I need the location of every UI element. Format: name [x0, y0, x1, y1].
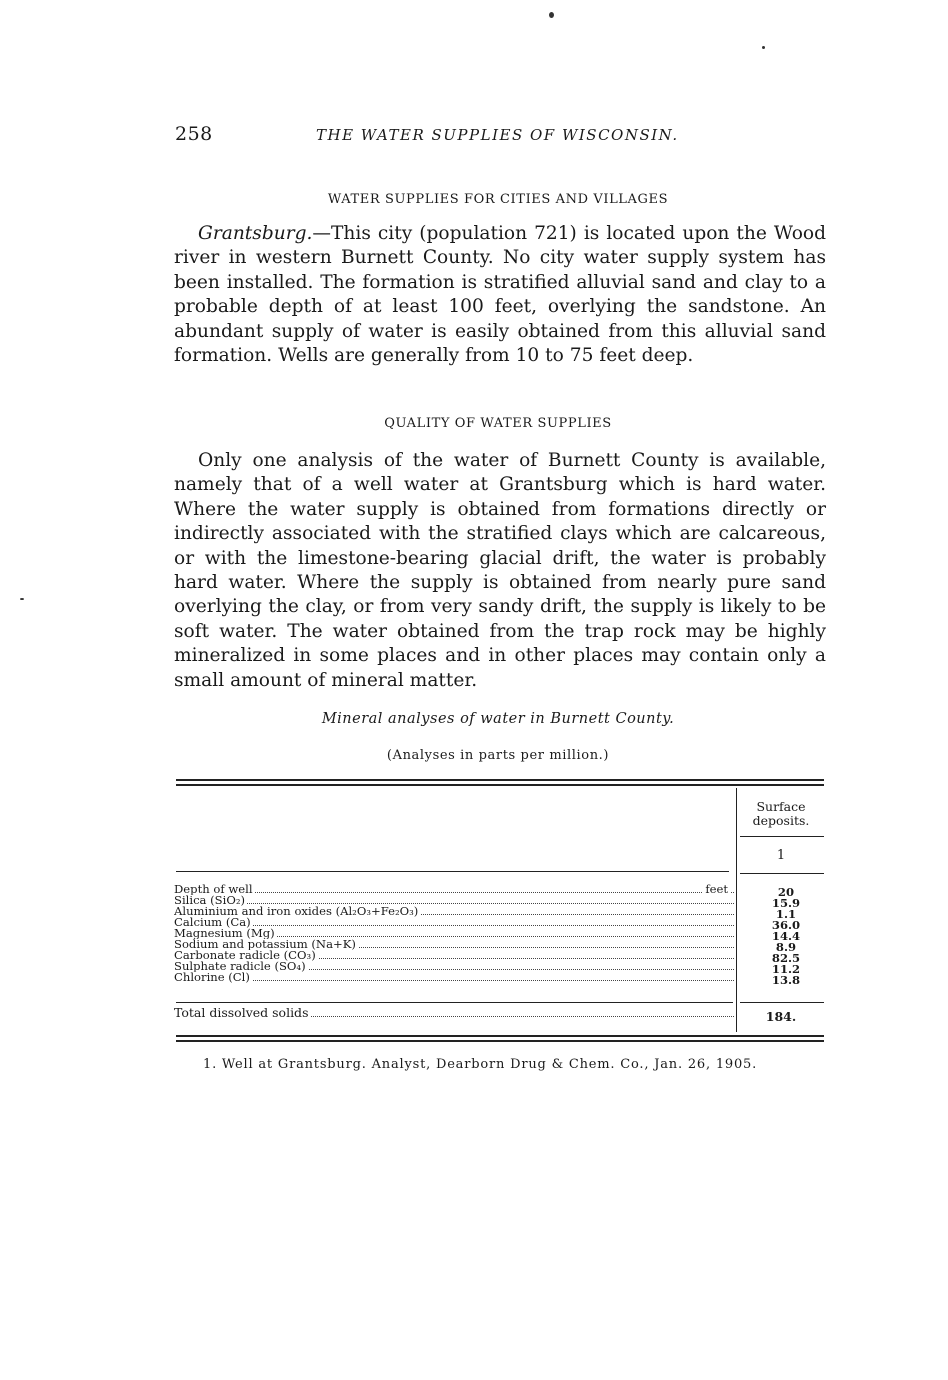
scan-speck	[20, 598, 24, 600]
row-unit: feet	[702, 884, 730, 895]
table-row-value: 20	[777, 885, 795, 899]
table-row-value: 13.8	[771, 973, 801, 987]
table-row-label: Sulphate radicle (SO₄)	[174, 961, 734, 972]
table-row-label: Magnesium (Mg)	[174, 928, 734, 939]
table-body-rule	[176, 871, 729, 872]
table-bottom-rule	[176, 1040, 824, 1042]
table-header-rule	[740, 836, 824, 837]
column-header-line-2: deposits.	[752, 813, 810, 828]
table-row-value: 36.0	[771, 918, 801, 932]
table-column-divider	[736, 788, 737, 1032]
table-footnote: 1. Well at Grantsburg. Analyst, Dearborn Drug & Chem. Co., Jan. 26, 1905.	[203, 1057, 758, 1072]
section-heading-quality: QUALITY OF WATER SUPPLIES	[384, 416, 612, 431]
paragraph-body: —This city (population 721) is located upon the Wood river in western Burnett County. No city water supply system has been installed. The formation is stratified alluvial sand and clay to a probable depth of at least 100 feet, overlying the sandstone. An abundant supply of water is easily obtained from this alluvial sand formation. Wells are generally from 10 to 75 feet deep.	[174, 223, 826, 367]
column-header-line-1: Surface	[756, 799, 806, 814]
table-row-label: Aluminium and iron oxides (Al₂O₃+Fe₂O₃)	[174, 906, 734, 917]
table-row-value: 14.4	[771, 929, 801, 943]
table-row-value: 82.5	[771, 951, 801, 965]
table-subcaption: (Analyses in parts per million.)	[386, 748, 610, 763]
section-heading-cities: WATER SUPPLIES FOR CITIES AND VILLAGES	[327, 192, 669, 207]
table-row-label: Silica (SiO₂)	[174, 895, 734, 906]
table-bottom-rule	[176, 1035, 824, 1037]
table-row-value: 8.9	[775, 940, 797, 954]
page-number: 258	[175, 123, 213, 145]
table-top-rule	[176, 784, 824, 786]
table-total-rule	[176, 1002, 733, 1003]
table-top-rule	[176, 779, 824, 781]
table-caption: Mineral analyses of water in Burnett County.	[321, 711, 675, 727]
table-row-value: 15.9	[771, 896, 801, 910]
table-row-label: Carbonate radicle (CO₃)	[174, 950, 734, 961]
grantsburg-paragraph	[174, 222, 826, 368]
scan-speck	[549, 12, 554, 18]
column-number: 1	[776, 848, 786, 863]
table-row-label: Sodium and potassium (Na+K)	[174, 939, 734, 950]
table-row-label: Calcium (Ca)	[174, 917, 734, 928]
running-title: THE WATER SUPPLIES OF WISCONSIN.	[316, 126, 679, 144]
total-value: 184.	[765, 1009, 797, 1024]
column-header	[738, 800, 824, 828]
table-row-label: Chlorine (Cl)	[174, 972, 734, 983]
table-body-rule	[740, 873, 824, 874]
paragraph-lead: Grantsburg.	[198, 223, 313, 244]
table-row-value: 11.2	[771, 962, 801, 976]
scan-speck	[762, 46, 765, 49]
total-label: Total dissolved solids	[174, 1006, 734, 1019]
table-row-label: Depth of well feet	[174, 884, 734, 895]
quality-paragraph: Only one analysis of the water of Burnett County is available, namely that of a well water at Grantsburg which is hard water. Where the water supply is obtained from formations directly or indirectly associated with the stratified clays which are calcareous, or with the limestone-bearing glacial drift, the water is probably hard water. Where the supply is obtained from nearly pure sand overlying the clay, or from very sandy drift, the supply is likely to be soft water. The water obtained from the trap rock may be highly mineralized in some places and in other places may contain only a small amount of mineral matter.	[174, 450, 826, 691]
table-total-rule	[740, 1002, 824, 1003]
table-row-value: 1.1	[775, 907, 797, 921]
